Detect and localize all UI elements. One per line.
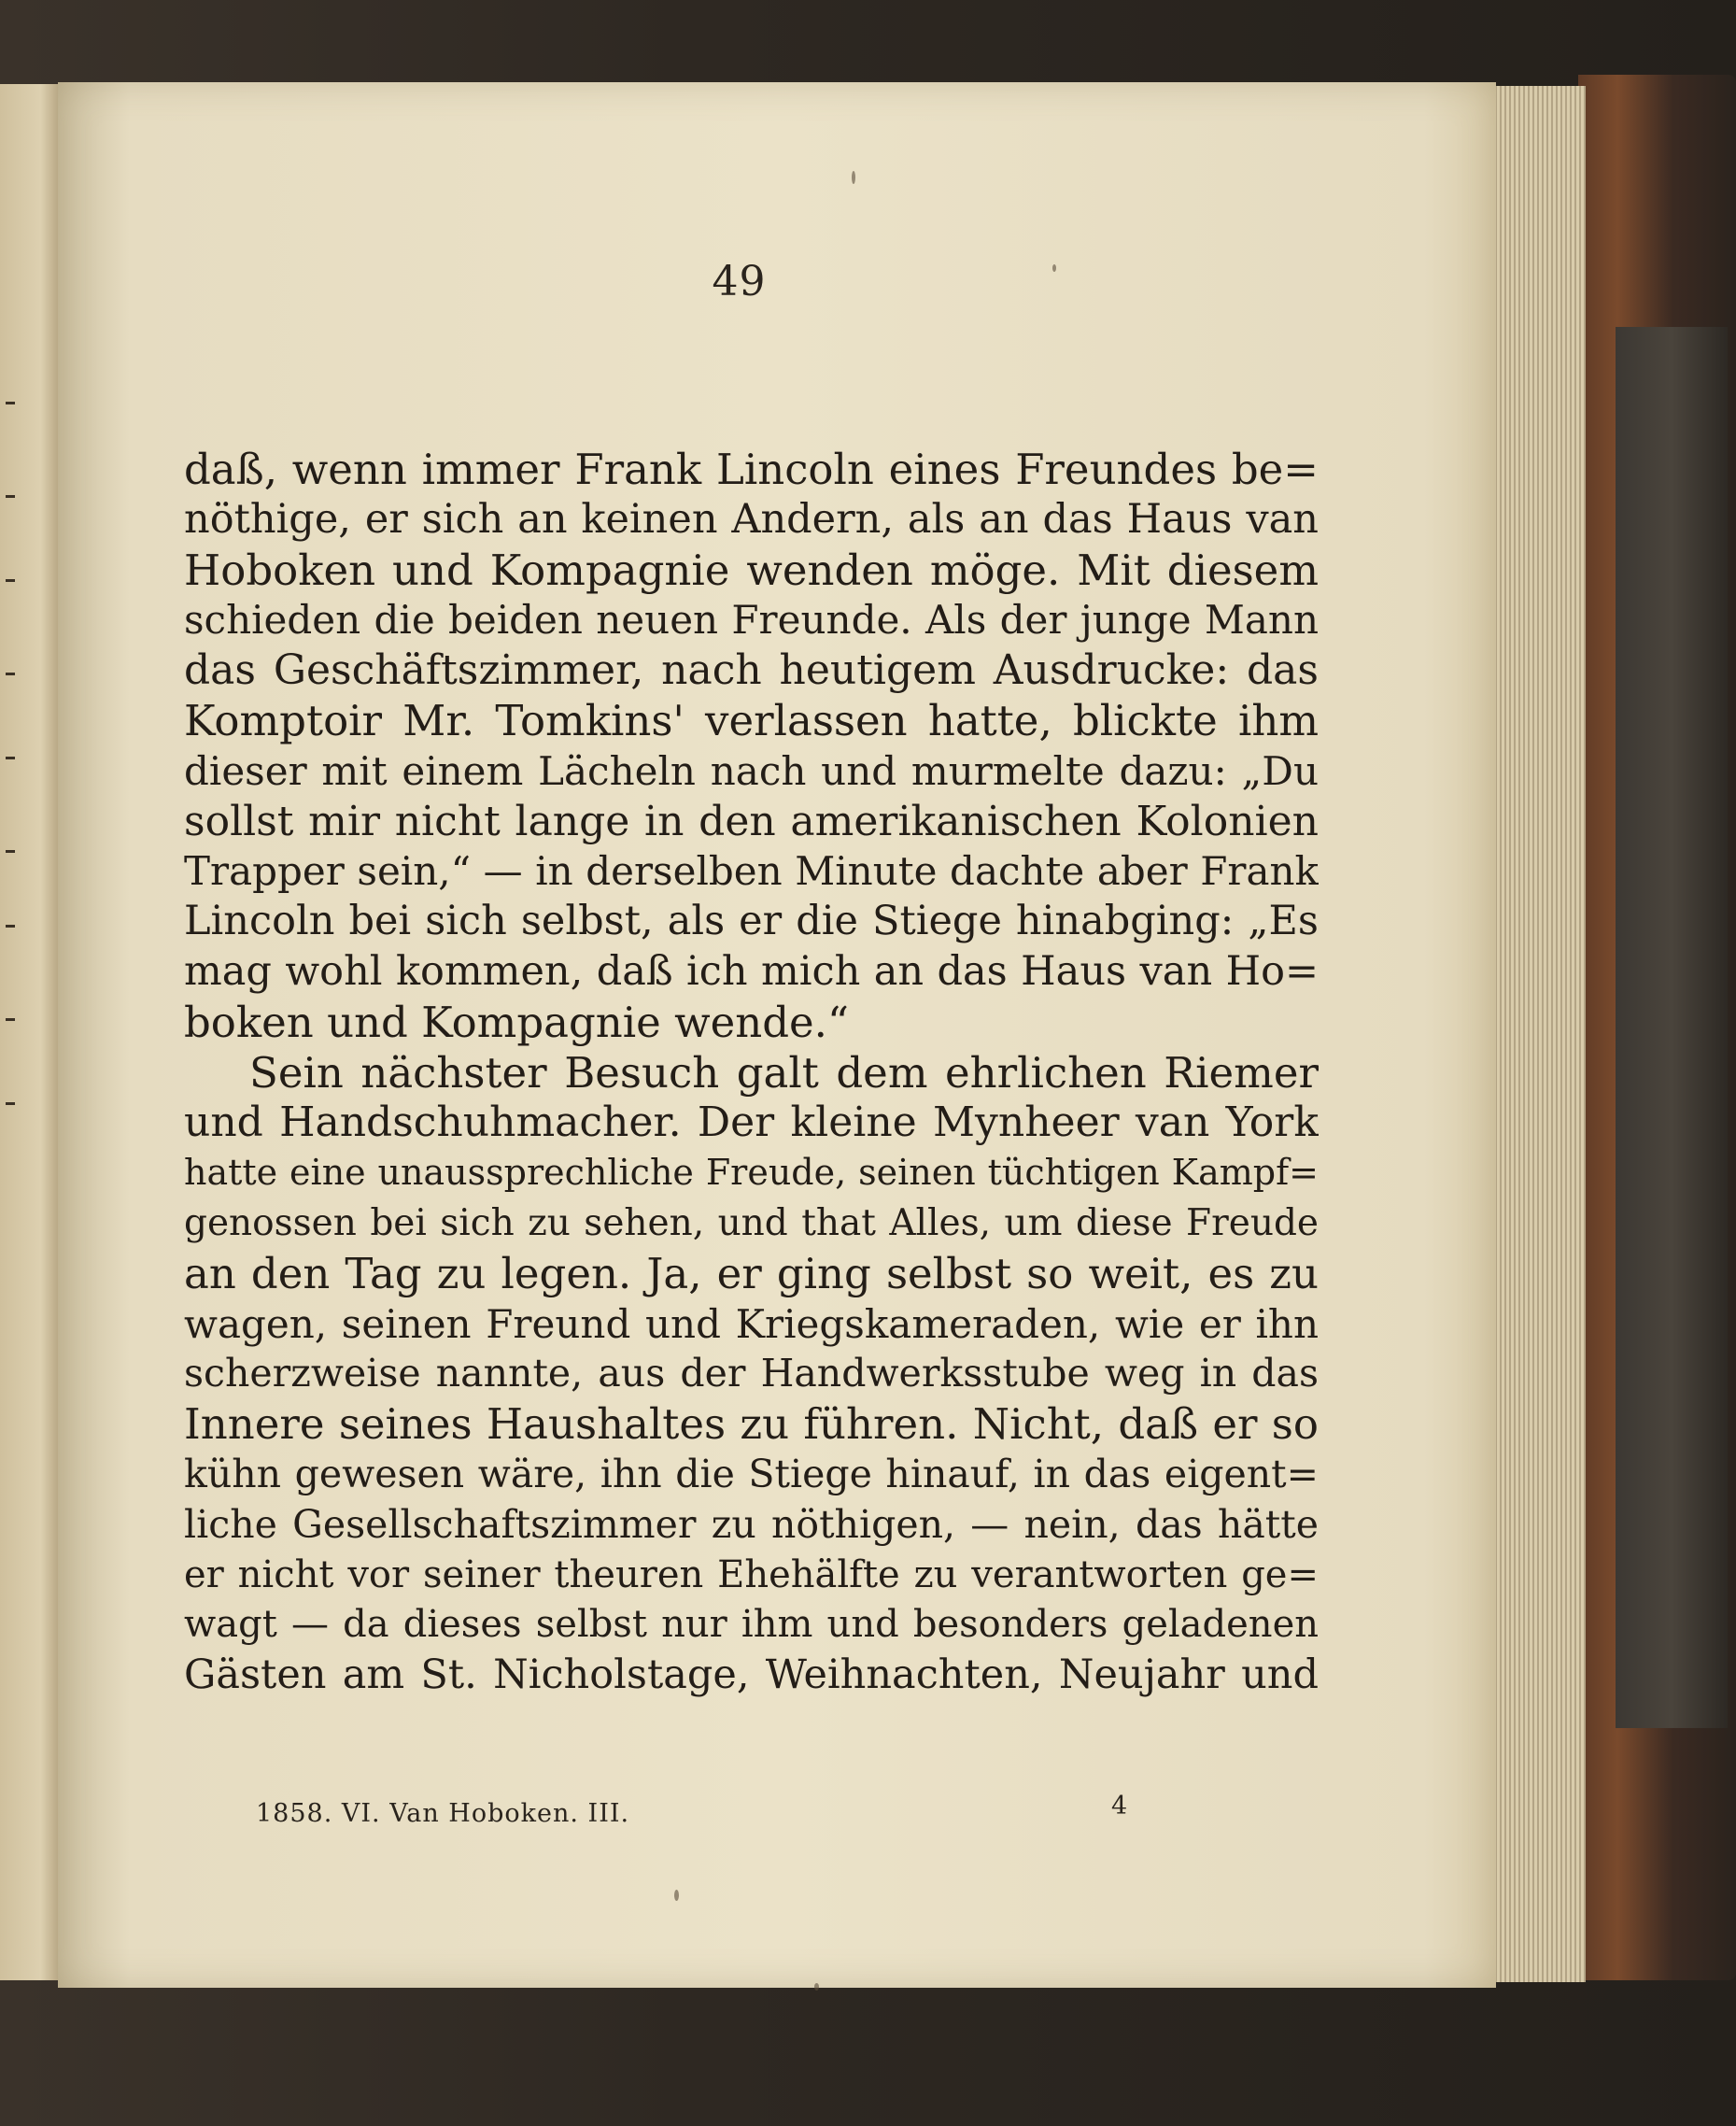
text-line: und Handschuhmacher. Der kleine Mynheer van York [184, 1098, 1319, 1147]
body-text [184, 445, 1319, 1701]
text-line-paragraph-start: Sein nächster Besuch galt dem ehrlichen Riemer [249, 1047, 1319, 1098]
text-line: Gästen am St. Nicholstage, Weihnachten, Neujahr und [184, 1651, 1319, 1699]
text-line: sollst mir nicht lange in den amerikanischen Kolonien [184, 797, 1319, 845]
text-line: mag wohl kommen, daß ich mich an das Haus van Ho= [184, 947, 1319, 995]
text-line: wagt — da dieses selbst nur ihm und besonders geladenen [184, 1603, 1319, 1647]
sheet-number: 4 [1111, 1792, 1128, 1821]
text-line: dieser mit einem Lächeln nach und murmelte dazu: „Du [184, 747, 1319, 794]
margin-mark [6, 850, 15, 853]
margin-mark [6, 402, 15, 404]
text-line: schieden die beiden neuen Freunde. Als der junge Mann [184, 597, 1319, 644]
printer-signature: 1858. VI. Van Hoboken. III. [256, 1799, 630, 1828]
text-line: wagen, seinen Freund und Kriegskameraden, wie er ihn [184, 1300, 1319, 1347]
text-line: genossen bei sich zu sehen, und that Alles, um diese Freude [184, 1201, 1319, 1244]
speck [852, 171, 855, 184]
text-line: Trapper sein,“ — in derselben Minute dachte aber Frank [184, 848, 1319, 895]
text-line: scherzweise nannte, aus der Handwerksstube weg in das [184, 1351, 1319, 1396]
text-line: Lincoln bei sich selbst, als er die Stiege hinabging: „Es [184, 898, 1319, 945]
margin-mark [6, 495, 15, 498]
text-line: daß, wenn immer Frank Lincoln eines Freundes be= [184, 445, 1319, 494]
text-line: das Geschäftszimmer, nach heutigem Ausdrucke: das [184, 646, 1319, 695]
left-page-edge [0, 84, 60, 1980]
cover-board [1616, 327, 1728, 1728]
speck [1052, 264, 1056, 272]
page-footer [243, 1792, 1270, 1836]
page-number: 49 [712, 258, 767, 305]
text-line: Innere seines Haushaltes zu führen. Nicht, daß er so [184, 1399, 1319, 1450]
text-line: boken und Kompagnie wende.“ [184, 997, 849, 1047]
text-line: hatte eine unaussprechliche Freude, seinen tüchtigen Kampf= [184, 1152, 1319, 1194]
page-stack-edges [1492, 86, 1586, 1982]
text-line: er nicht vor seiner theuren Ehehälfte zu verantworten ge= [184, 1552, 1319, 1596]
margin-mark [6, 579, 15, 582]
text-line: Komptoir Mr. Tomkins' verlassen hatte, blickte ihm [184, 695, 1319, 745]
text-line: liche Gesellschaftszimmer zu nöthigen, — nein, das hätte [184, 1501, 1319, 1547]
margin-mark [6, 925, 15, 928]
margin-mark [6, 1018, 15, 1021]
margin-mark [6, 1102, 15, 1105]
text-line: an den Tag zu legen. Ja, er ging selbst so weit, es zu [184, 1248, 1319, 1298]
text-line: Hoboken und Kompagnie wenden möge. Mit diesem [184, 545, 1319, 595]
book-cover-right [1578, 75, 1736, 1980]
text-line: kühn gewesen wäre, ihn die Stiege hinauf, in das eigent= [184, 1451, 1319, 1496]
speck [674, 1890, 679, 1901]
margin-mark [6, 757, 15, 759]
margin-mark [6, 673, 15, 675]
speck [814, 1983, 819, 1991]
book-page [58, 82, 1496, 1988]
text-line: nöthige, er sich an keinen Andern, als an das Haus van [184, 495, 1319, 543]
